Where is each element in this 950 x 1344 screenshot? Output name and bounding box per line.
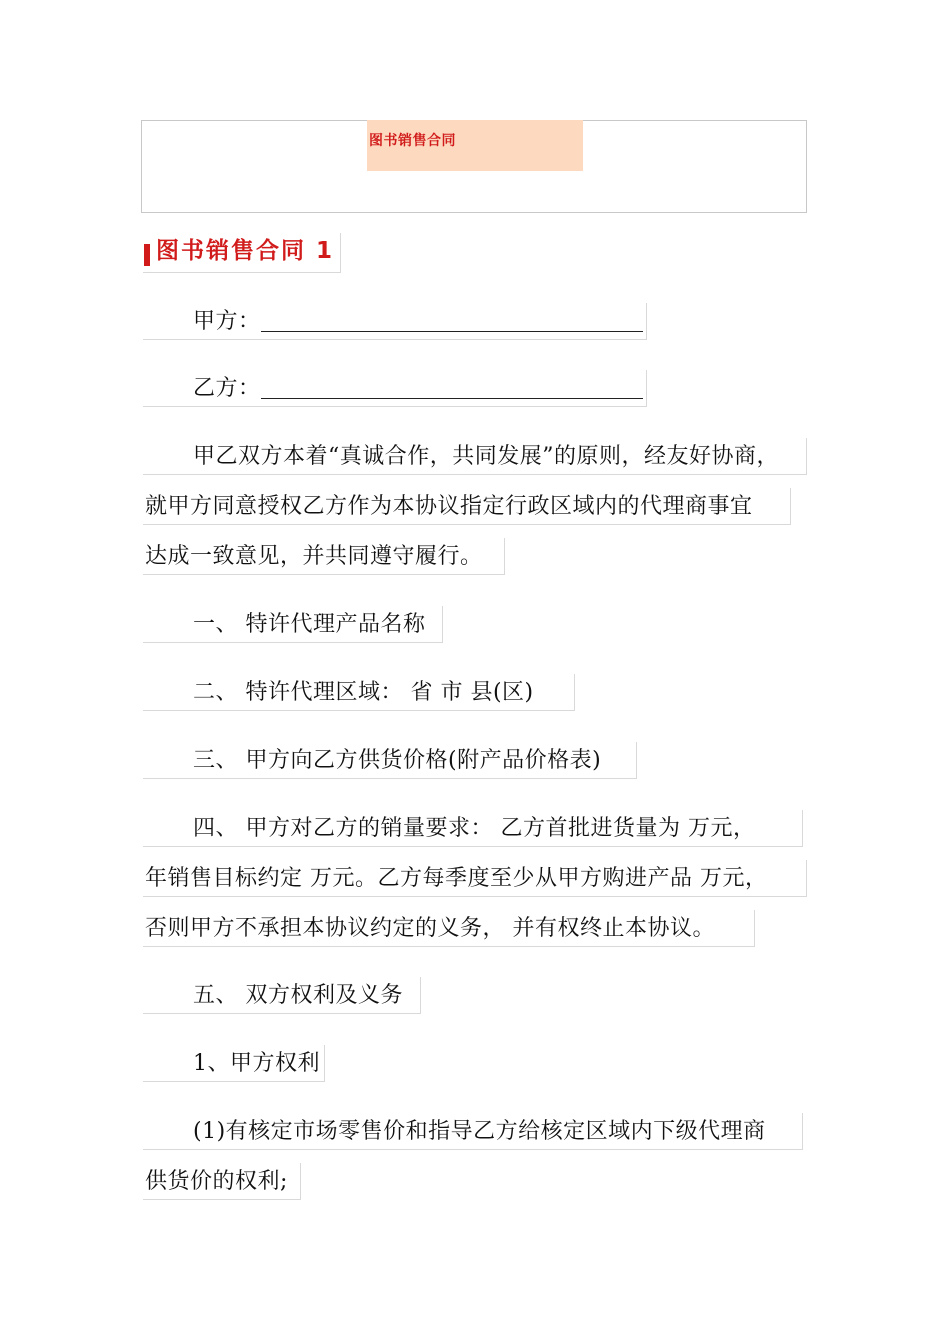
paragraph-line: (1)有核定市场零售价和指导乙方给核定区域内下级代理商 [143,1113,803,1150]
subsection-heading: 1、甲方权利 [143,1045,325,1082]
party-b-label: 乙方： [193,376,261,401]
paragraph-line: 甲乙双方本着“真诚合作，共同发展”的原则，经友好协商， [143,438,807,475]
section-heading: 三、 甲方向乙方供货价格(附产品价格表) [143,742,637,779]
section-heading: 五、 双方权利及义务 [143,977,421,1014]
paragraph-line: 年销售目标约定 万元。乙方每季度至少从甲方购进产品 万元， [143,860,807,897]
party-a-label: 甲方： [193,309,261,334]
paragraph-line: 就甲方同意授权乙方作为本协议指定行政区域内的代理商事宜 [143,488,791,525]
document-title: 图书销售合同 1 [143,233,341,273]
header-tab [367,120,583,171]
paragraph-line: 达成一致意见，并共同遵守履行。 [143,538,505,575]
paragraph-line: 供货价的权利; [143,1163,301,1200]
party-b-line [143,370,647,407]
party-a-blank [261,305,643,332]
paragraph-line: 四、 甲方对乙方的销量要求： 乙方首批进货量为 万元， [143,810,803,847]
party-b-blank [261,372,643,399]
header-tab-label: 图书销售合同 [369,133,456,149]
party-a-line [143,303,647,340]
header-box [141,120,807,213]
paragraph-line: 否则甲方不承担本协议约定的义务， 并有权终止本协议。 [143,910,755,947]
section-heading: 二、 特许代理区域： 省 市 县(区) [143,674,575,711]
section-heading: 一、 特许代理产品名称 [143,606,443,643]
